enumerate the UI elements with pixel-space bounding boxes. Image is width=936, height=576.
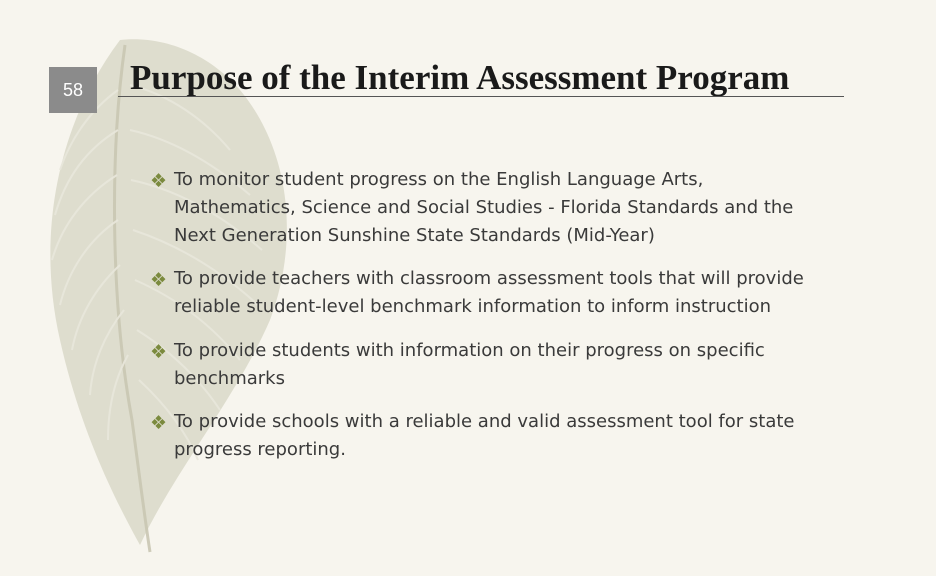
bullet-text: To provide teachers with classroom assessment tools that will provide reliable student-level benchmark information to inform instruction <box>174 268 804 317</box>
bullet-item <box>148 166 828 250</box>
bullet-text: To provide students with information on their progress on specific benchmarks <box>174 340 765 389</box>
bullet-list <box>148 166 828 464</box>
diamond-bullet-icon: ❖ <box>150 412 168 434</box>
diamond-bullet-icon: ❖ <box>150 269 168 291</box>
diamond-bullet-icon: ❖ <box>150 341 168 363</box>
bullet-item <box>148 408 828 464</box>
slide-number: 58 <box>49 67 97 113</box>
diamond-bullet-icon: ❖ <box>150 170 168 192</box>
bullet-item <box>148 337 828 393</box>
bullet-item <box>148 265 828 321</box>
bullet-text: To monitor student progress on the English Language Arts, Mathematics, Science and Social Studies - Florida Standards and the Next Generation Sunshine State Standards (Mid-Year) <box>174 169 794 246</box>
title-underline <box>118 96 844 97</box>
bullet-text: To provide schools with a reliable and valid assessment tool for state progress reporting. <box>174 411 795 460</box>
slide-title: Purpose of the Interim Assessment Program <box>130 58 790 97</box>
